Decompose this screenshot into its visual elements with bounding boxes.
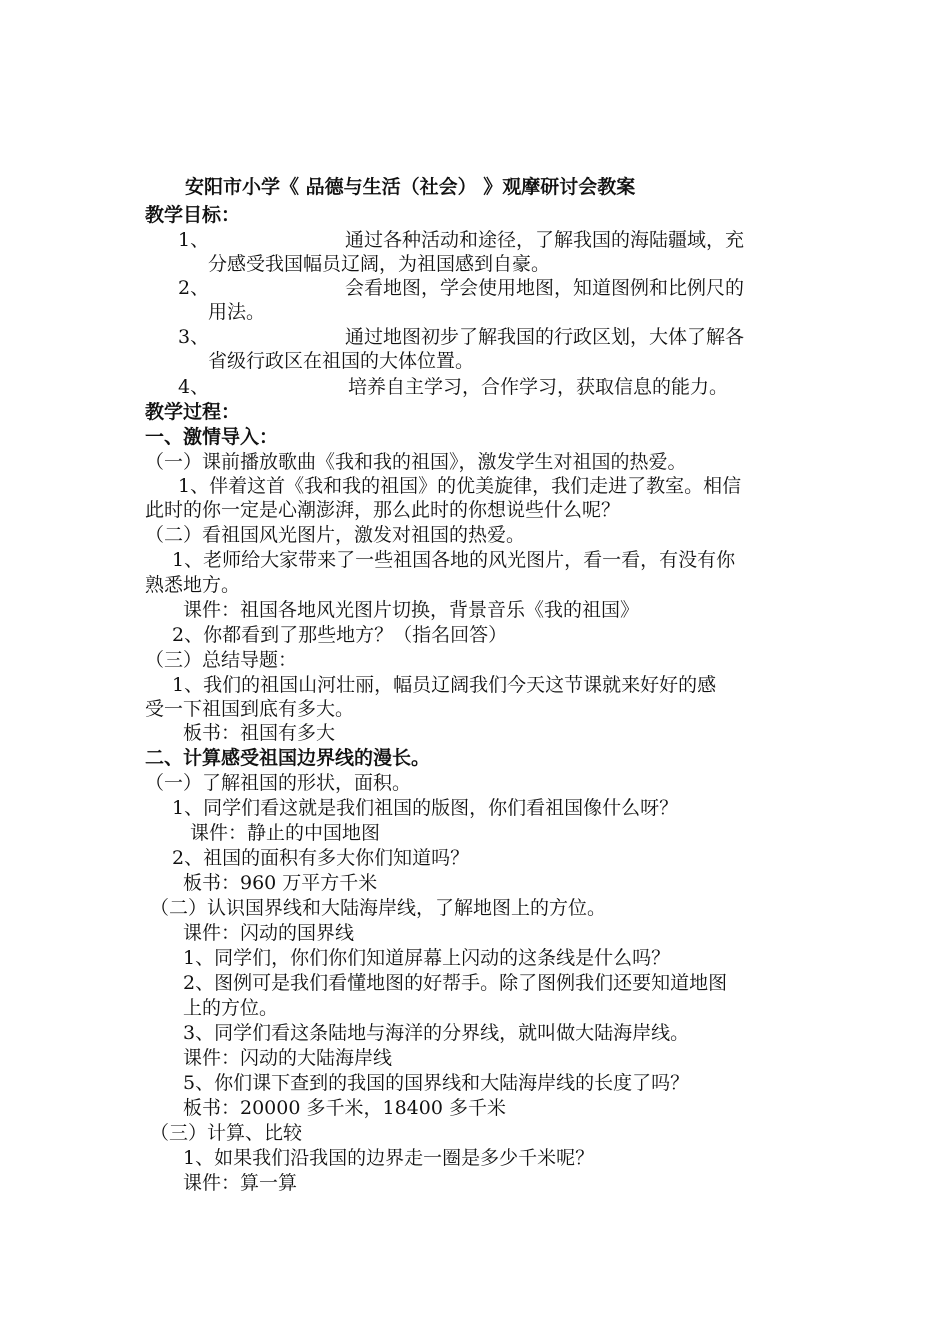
section-1-line: （一）课前播放歌曲《我和我的祖国》，激发学生对祖国的热爱。 (145, 451, 687, 473)
objective-1-text: 通过各种活动和途径，了解我国的海陆疆域，充 (345, 229, 745, 251)
section-1-line: 板书：祖国有多大 (183, 722, 336, 744)
section-1-line: 熟悉地方。 (145, 574, 241, 596)
section-1-heading: 一、激情导入： (145, 426, 279, 448)
objective-1-number: 1、 (178, 229, 210, 251)
section-1-line: 1、伴着这首《我和我的祖国》的优美旋律，我们走进了教室。相信 (178, 475, 742, 497)
section-1-line: 此时的你一定是心潮澎湃，那么此时的你想说些什么呢？ (145, 499, 621, 521)
document-title: 安阳市小学《 品德与生活（社会） 》观摩研讨会教案 (185, 176, 636, 198)
objective-3-text-cont: 省级行政区在祖国的大体位置。 (208, 350, 475, 372)
objective-4-text: 培养自主学习，合作学习，获取信息的能力。 (348, 376, 729, 398)
section-2-line: 1、同学们，你们你们知道屏幕上闪动的这条线是什么吗？ (183, 947, 671, 969)
section-2-heading: 二、计算感受祖国边界线的漫长。 (145, 747, 431, 769)
section-2-line: 课件：闪动的大陆海岸线 (183, 1047, 393, 1069)
section-2-line: （二）认识国界线和大陆海岸线，了解地图上的方位。 (150, 897, 607, 919)
section-1-line: 1、老师给大家带来了一些祖国各地的风光图片，看一看，有没有你 (172, 549, 736, 571)
section-2-line: 课件：静止的中国地图 (190, 822, 381, 844)
section-2-line: （一）了解祖国的形状，面积。 (145, 772, 412, 794)
section-2-line: （三）计算、比较 (150, 1122, 303, 1144)
section-1-line: 1、我们的祖国山河壮丽，幅员辽阔我们今天这节课就来好好的感 (172, 674, 717, 696)
section-2-line: 1、同学们看这就是我们祖国的版图，你们看祖国像什么呀？ (172, 797, 679, 819)
section-2-line: 3、同学们看这条陆地与海洋的分界线，就叫做大陆海岸线。 (183, 1022, 690, 1044)
objective-2-text: 会看地图，学会使用地图，知道图例和比例尺的 (345, 277, 745, 299)
process-heading: 教学过程： (145, 401, 241, 423)
objective-3-text: 通过地图初步了解我国的行政区划，大体了解各 (345, 326, 745, 348)
objective-2-text-cont: 用法。 (208, 301, 266, 323)
objective-4-number: 4、 (178, 376, 210, 398)
section-2-line: 2、图例可是我们看懂地图的好帮手。除了图例我们还要知道地图 (183, 972, 728, 994)
objective-1-text-cont: 分感受我国幅员辽阔，为祖国感到自豪。 (208, 253, 551, 275)
section-1-line: 受一下祖国到底有多大。 (145, 698, 355, 720)
section-2-line: 上的方位。 (183, 997, 279, 1019)
section-2-line: 板书：20000 多千米，18400 多千米 (183, 1097, 506, 1119)
section-2-line: 1、如果我们沿我国的边界走一圈是多少千米呢？ (183, 1147, 595, 1169)
objective-3-number: 3、 (178, 326, 210, 348)
objective-2-number: 2、 (178, 277, 210, 299)
section-2-line: 课件：闪动的国界线 (183, 922, 355, 944)
section-1-line: 2、你都看到了那些地方？（指名回答） (172, 624, 508, 646)
section-1-line: 课件：祖国各地风光图片切换，背景音乐《我的祖国》 (183, 599, 640, 621)
section-2-line: 2、祖国的面积有多大你们知道吗？ (172, 847, 470, 869)
objectives-heading: 教学目标： (145, 204, 241, 226)
section-2-line: 板书：960 万平方千米 (183, 872, 378, 894)
section-1-line: （二）看祖国风光图片，激发对祖国的热爱。 (145, 524, 526, 546)
section-2-line: 5、你们课下查到的我国的国界线和大陆海岸线的长度了吗？ (183, 1072, 690, 1094)
section-2-line: 课件：算一算 (183, 1172, 298, 1194)
section-1-line: （三）总结导题： (145, 649, 298, 671)
